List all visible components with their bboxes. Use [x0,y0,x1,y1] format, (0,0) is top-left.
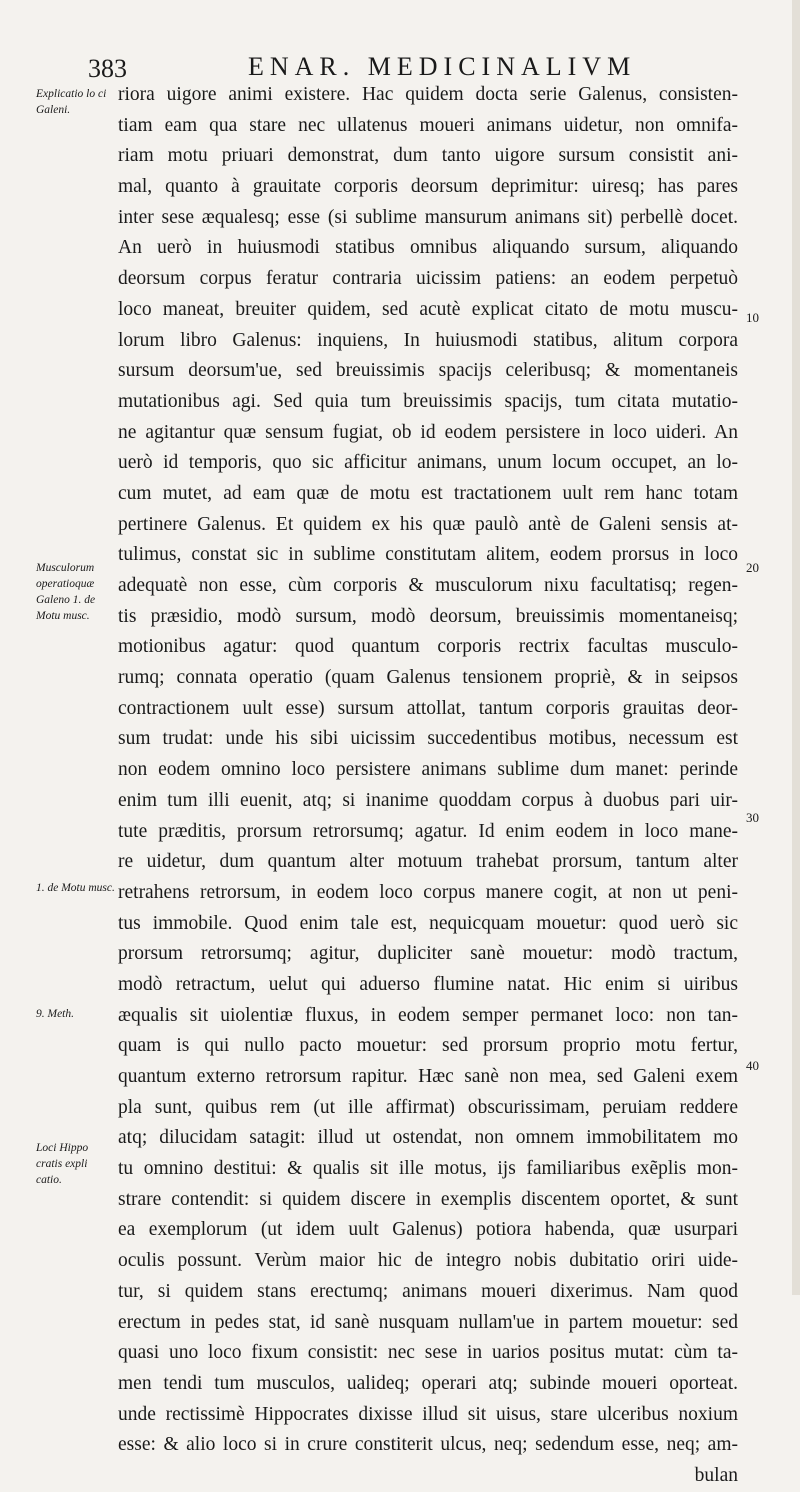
text-line: tis præsidio, modò sursum, modò deorsum, breuissimis momentaneisq; [118,605,738,627]
text-line: adequatè non esse, cùm corporis & musculorum nixu facultatisq; regen- [118,575,738,596]
text-line: lorum libro Galenus: inquiens, In huiusmodi statibus, alitum corpora [118,329,738,351]
margin-note: Explicatio lo ci Galeni. [36,88,107,116]
text-line: mal, quanto à grauitate corporis deorsum deprimitur: uiresq; has pares [118,176,738,198]
catchword: bulan [694,1464,738,1486]
text-line: riam motu priuari demonstrat, dum tanto uigore sursum consistit ani- [118,145,738,167]
text-line: mutationibus agi. Sed quia tum breuissimis spacijs, tum citata mutatio- [118,390,738,412]
text-line: tiam eam qua stare nec ullatenus moueri animans uidetur, non omnifa- [118,114,738,136]
running-head: ENAR. MEDICINALIVM [248,52,637,81]
text-line: sursum deorsum'ue, sed breuissimis spacijs celeribusq; & momentaneis [118,360,738,382]
text-line: oculis possunt. Verùm maior hic de integro nobis dubitatio oriri uide- [118,1250,738,1272]
text-line: rumq; connata operatio (quam Galenus tensionem propriè, & in seipsos [118,667,738,689]
text-line: tus immobile. Quod enim tale est, nequicquam mouetur: quod uerò sic [118,912,738,934]
text-line: pertinere Galenus. Et quidem ex his quæ paulò antè de Galeni sensis at- [118,513,738,535]
margin-note: 1. de Motu musc. [36,882,115,894]
text-line: sum trudat: unde his sibi uicissim succedentibus motibus, necessum est [118,728,738,750]
text-line: deorsum corpus feratur contraria uicissim patiens: an eodem perpetuò [118,268,738,290]
text-line: enim tum illi euenit, atq; si inanime quoddam corpus à duobus pari uir- [118,789,738,811]
text-line: inter sese æqualesq; esse (si sublime mansurum animans sit) perbellè docet. [118,206,738,228]
text-line: tu omnino destitui: & qualis sit ille motus, ijs familiaribus exẽplis mon- [118,1158,738,1180]
margin-note: 9. Meth. [36,1008,75,1020]
text-line: cum mutet, ad eam quæ de motu est tractationem uult rem hanc totam [118,482,738,504]
text-line: ea exemplorum (ut idem uult Galenus) potiora habenda, quæ usurpari [118,1219,738,1241]
text-line: motionibus agatur: quod quantum corporis rectrix facultas musculo- [118,636,738,658]
text-line: re uidetur, dum quantum alter motuum trahebat prorsum, tantum alter [118,851,738,873]
text-line: quam is qui nullo pacto mouetur: sed prorsum proprio motu fertur, [118,1035,738,1057]
line-number: 40 [746,1058,759,1073]
body-text [118,80,738,1492]
text-line: strare contendit: si quidem discere in exemplis discentem oportet, & sunt [118,1188,738,1210]
page-number: 383 [88,54,127,83]
text-line: contractionem uult esse) sursum attollat, tantum corporis grauitas deor- [118,697,738,719]
line-number: 10 [746,310,759,325]
text-line: prorsum retrorsumq; agitur, dupliciter sanè mouetur: modò tractum, [118,943,738,965]
text-line: loco maneat, breuiter quidem, sed acutè explicat citato de motu muscu- [118,298,738,320]
text-line: æqualis sit uiolentiæ fluxus, in eodem semper permanet loco: non tan- [118,1004,738,1026]
text-line: retrahens retrorsum, in eodem loco corpus manere cogit, at non ut peni- [118,881,738,903]
text-line: uerò id temporis, quo sic afficitur animans, unum locum occupet, an lo- [118,452,738,474]
margin-note: Loci Hippo cratis expli catio. [36,1142,89,1186]
text-line: quantum externo retrorsum rapitur. Hæc sanè non mea, sed Galeni exem [118,1066,738,1087]
text-line: pla sunt, quibus rem (ut ille affirmat) obscurissimam, peruiam reddere [118,1096,738,1118]
text-line: non eodem omnino loco persistere animans sublime dum manet: perinde [118,759,738,781]
line-number: 30 [746,810,759,825]
text-line: tute præditis, prorsum retrorsumq; agatur. Id enim eodem in loco mane- [118,820,738,842]
line-number: 20 [746,560,759,575]
text-line: erectum in pedes stat, id sanè nusquam nullam'ue in partem mouetur: sed [118,1311,738,1333]
margin-note: Musculorum operatioquæ Galeno 1. de Motu musc. [36,562,96,622]
text-line: An uerò in huiusmodi statibus omnibus aliquando sursum, aliquando [118,237,738,259]
text-line: atq; dilucidam satagit: illud ut ostendat, non omnem immobilitatem mo [118,1127,738,1149]
text-line: tulimus, constat sic in sublime constitutam alitem, eodem prorsus in loco [118,544,738,566]
text-line: men tendi tum musculos, ualideq; operari atq; subinde moueri oporteat. [118,1372,738,1394]
text-line: tur, si quidem stans erectumq; animans moueri dixerimus. Nam quod [118,1280,738,1302]
text-line: modò retractum, uelut qui aduerso flumine natat. Hic enim si uiribus [118,973,738,995]
text-line: unde rectissimè Hippocrates dixisse illud sit uisus, stare ulceribus noxium [118,1403,738,1425]
page-edge [792,0,800,1295]
text-line: quasi uno loco fixum consistit: nec sese in uarios positus mutat: cùm ta- [118,1342,738,1364]
text-line: ne agitantur quæ sensum fugiat, ob id eodem persistere in loco uideri. An [118,421,738,443]
text-line: riora uigore animi existere. Hac quidem docta serie Galenus, consisten- [118,84,738,105]
text-line: esse: & alio loco si in crure constiterit ulcus, neq; sedendum esse, neq; am- [118,1434,738,1456]
